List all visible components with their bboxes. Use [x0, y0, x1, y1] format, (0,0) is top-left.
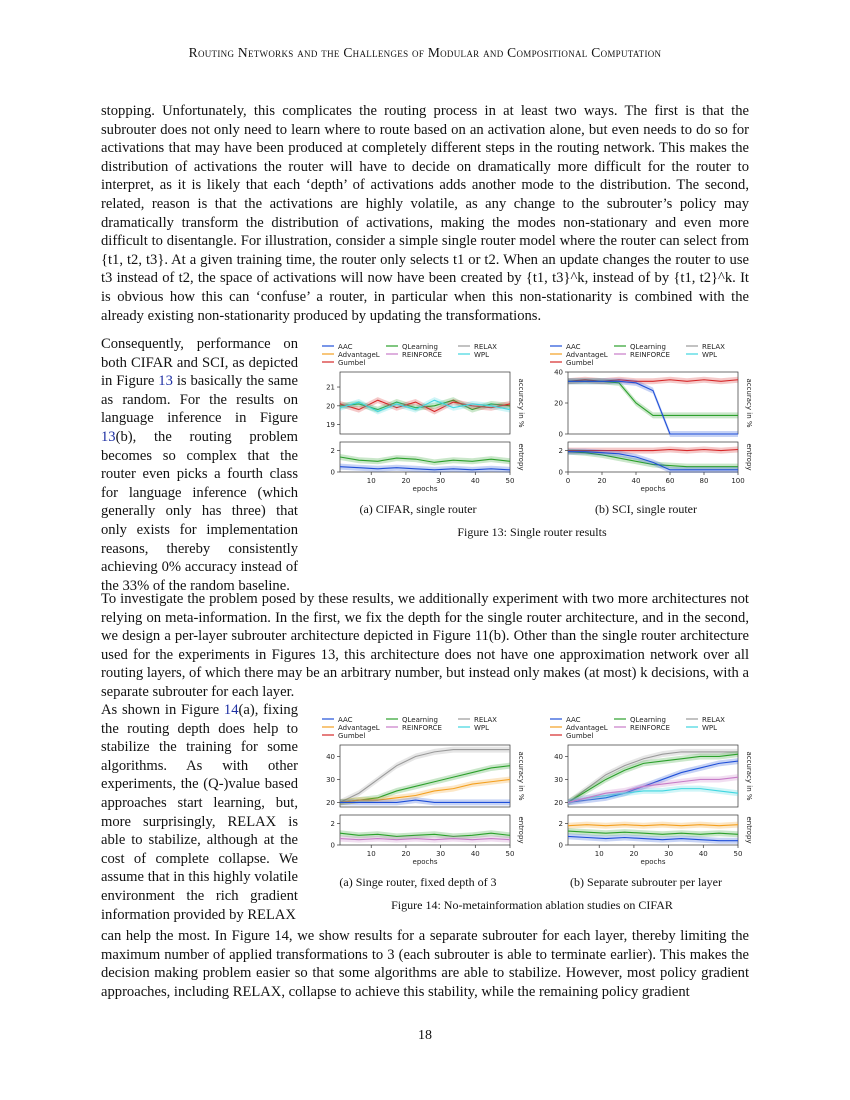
legend-label: Gumbel: [566, 732, 594, 740]
legend-label: QLearning: [630, 343, 666, 351]
paragraph-3: To investigate the problem posed by these results, we additionally experiment with two more architectures not relying on meta-information. In the first, we fix the depth for the single router architecture, and in the second, we design a per-layer subrouter architecture depicted in Figure 11(b). Other than the single router architecture used for the experiments in Figures 13, this architecture does not have one approximation network over all routing layers, of which there may be an arbitrary number, but instead only makes (at most) k decisions, with a separate subrouter for each layer.: [101, 591, 749, 700]
legend-label: WPL: [474, 351, 490, 359]
legend-label: Gumbel: [566, 359, 594, 367]
x-tick-label: 40: [698, 850, 708, 858]
y-tick-label: 0: [558, 468, 563, 477]
y-axis-label: entropy: [517, 816, 525, 844]
y-tick-label: 2: [330, 820, 335, 829]
x-tick-label: 20: [597, 477, 607, 485]
entropy-line-reinforce: [340, 839, 510, 840]
p2-text-b: is basically the same as random. For the results on language inference in Figure: [101, 373, 298, 427]
p2-text-c: (b), the routing problem becomes so complex that the router even picks a fourth class for language inference (which generally only has three) that only exists for implementation reasons, thereby consistently achieving 0% accuracy instead of the 33% of the random baseline.: [101, 428, 298, 594]
y-axis-label: entropy: [745, 443, 753, 471]
y-tick-label: 2: [330, 447, 335, 456]
legend-label: AAC: [566, 343, 581, 351]
legend-label: RELAX: [702, 343, 725, 351]
x-tick-label: 40: [631, 477, 641, 485]
x-tick-label: 40: [470, 850, 480, 858]
p4-text-b: (a), fixing the routing depth does help to stabilize the training for some algorithms. As with other experiments, the (Q-)value based approaches start learning, but, more surprisingly, RELAX is able to stabilize, although at the cost of complete collapse. We assume that in this highly volatile environment the rich gradient information provided by RELAX: [101, 702, 298, 923]
legend-label: Gumbel: [338, 359, 366, 367]
legend-label: QLearning: [402, 716, 438, 724]
fig14-caption: Figure 14: No-metainformation ablation studies on CIFAR: [391, 898, 673, 912]
y-tick-label: 0: [558, 841, 563, 850]
x-tick-label: 30: [436, 477, 446, 485]
chart-fig14b: [536, 713, 756, 873]
chart-fig14a: [308, 713, 528, 873]
legend-label: AdvantageL: [338, 351, 380, 359]
legend-label: RELAX: [702, 716, 725, 724]
paragraph-4: [101, 701, 298, 924]
chart-fig13b: [536, 340, 756, 500]
y-tick-label: 30: [326, 775, 335, 784]
p2-text-a: Consequently, performance on both CIFAR and SCI, as depicted in Figure: [101, 336, 298, 390]
y-tick-label: 20: [326, 402, 335, 411]
y-axis-label: accuracy in %: [517, 751, 525, 801]
y-axis-label: accuracy in %: [745, 751, 753, 801]
y-tick-label: 40: [326, 752, 335, 761]
x-tick-label: 20: [401, 477, 411, 485]
legend-label: Gumbel: [338, 732, 366, 740]
x-tick-label: 80: [699, 477, 709, 485]
legend-label: RELAX: [474, 343, 497, 351]
y-tick-label: 0: [558, 430, 563, 439]
x-tick-label: 50: [505, 850, 515, 858]
chart-fig13a: [308, 340, 528, 500]
legend-label: AdvantageL: [338, 724, 380, 732]
fig13-subcaption-b: (b) SCI, single router: [595, 502, 697, 516]
legend-label: WPL: [702, 724, 718, 732]
x-tick-label: 10: [594, 850, 604, 858]
x-tick-label: 0: [565, 477, 571, 485]
legend-label: QLearning: [630, 716, 666, 724]
legend-label: REINFORCE: [402, 724, 442, 732]
figure-14-link[interactable]: 14: [223, 702, 239, 718]
x-tick-label: 20: [401, 850, 411, 858]
y-tick-label: 21: [326, 383, 335, 392]
figure-13-link-b[interactable]: 13: [101, 428, 116, 445]
x-tick-label: 30: [436, 850, 446, 858]
x-tick-label: 100: [731, 477, 745, 485]
legend-label: RELAX: [474, 716, 497, 724]
x-tick-label: 40: [470, 477, 480, 485]
legend-label: REINFORCE: [630, 351, 670, 359]
y-tick-label: 2: [558, 820, 563, 829]
x-tick-label: 10: [366, 850, 376, 858]
legend-label: AAC: [338, 343, 353, 351]
accuracy-line-qlearning: [568, 381, 738, 415]
x-tick-label: 10: [366, 477, 376, 485]
fig14-subcaption-b: (b) Separate subrouter per layer: [570, 875, 722, 889]
accuracy-band-qlearning: [568, 378, 738, 418]
y-tick-label: 19: [326, 421, 335, 430]
y-tick-label: 20: [554, 399, 563, 408]
paragraph-1: stopping. Unfortunately, this complicates the routing process in at least two ways. The first is that the subrouter does not only need to learn where to route based on an activation alone, but even needs to do so for activations that may have been produced at completely different steps in the routing network. This makes the distribution of activations the router will have to decide on dramatically more difficult for the router to interpret, as it is likely that each ‘depth’ of activations adds another mode to the distribution. The second, related, reason is that the activations are highly volatile, as any change to the subrouter’s policy may dramatically transform the distribution of activations, making the modes non-stationary and even more difficult to disentangle. For illustration, consider a simple single router model where the router can select from {t1, t2, t3}. At a given training time, the router only selects t1 or t2. When an update changes the router to use t3 instead of t2, the space of activations will now have been created by {t1, t3}^k, instead of by {t1, t2}^k. It is obvious how this can ‘confuse’ a router, in particular when this non-stationarity is combined with the already existing non-stationarity produced by updating the transformations.: [101, 103, 749, 324]
entropy-line-advantagel: [568, 825, 738, 826]
y-tick-label: 2: [558, 447, 563, 456]
legend-label: WPL: [474, 724, 490, 732]
legend-label: REINFORCE: [630, 724, 670, 732]
running-header: Routing Networks and the Challenges of Modular and Compositional Computation: [188, 45, 662, 60]
y-tick-label: 20: [554, 798, 563, 807]
y-axis-label: entropy: [517, 443, 525, 471]
y-tick-label: 0: [330, 468, 335, 477]
x-axis-label: epochs: [412, 858, 438, 866]
x-tick-label: 60: [665, 477, 675, 485]
y-axis-label: entropy: [745, 816, 753, 844]
x-axis-label: epochs: [412, 485, 438, 493]
y-tick-label: 30: [554, 775, 563, 784]
legend-label: QLearning: [402, 343, 438, 351]
figure-13-link[interactable]: 13: [158, 373, 173, 390]
y-tick-label: 40: [554, 752, 563, 761]
x-axis-label: epochs: [640, 485, 666, 493]
y-axis-label: accuracy in %: [517, 378, 525, 428]
x-tick-label: 50: [733, 850, 743, 858]
legend-label: AAC: [566, 716, 581, 724]
fig13-subcaption-a: (a) CIFAR, single router: [359, 502, 477, 516]
fig14-subcaption-a: (a) Singe router, fixed depth of 3: [339, 875, 497, 889]
legend-label: AdvantageL: [566, 724, 608, 732]
y-tick-label: 0: [330, 841, 335, 850]
legend-label: AdvantageL: [566, 351, 608, 359]
legend-label: REINFORCE: [402, 351, 442, 359]
fig13-caption: Figure 13: Single router results: [457, 525, 607, 539]
paragraph-5: can help the most. In Figure 14, we show results for a separate subrouter for each layer, thereby limiting the maximum number of applied transformations to 3 (each subrouter is able to terminate earlier). This makes the decision making problem easier so that some algorithms are able to stabilize. However, most policy gradient approaches, including RELAX, collapse to achieve this stability, while the remaining policy gradient: [101, 928, 749, 1000]
page-number: 18: [418, 1028, 432, 1043]
y-tick-label: 40: [554, 368, 563, 377]
paragraph-2: [101, 335, 298, 595]
x-tick-label: 30: [664, 850, 674, 858]
x-axis-label: epochs: [640, 858, 666, 866]
y-tick-label: 20: [326, 798, 335, 807]
accuracy-band-aac: [568, 378, 738, 437]
y-axis-label: accuracy in %: [745, 378, 753, 428]
p4-text-a: As shown in Figure: [101, 702, 220, 718]
legend-label: WPL: [702, 351, 718, 359]
legend-label: AAC: [338, 716, 353, 724]
x-tick-label: 50: [505, 477, 515, 485]
x-tick-label: 20: [629, 850, 639, 858]
